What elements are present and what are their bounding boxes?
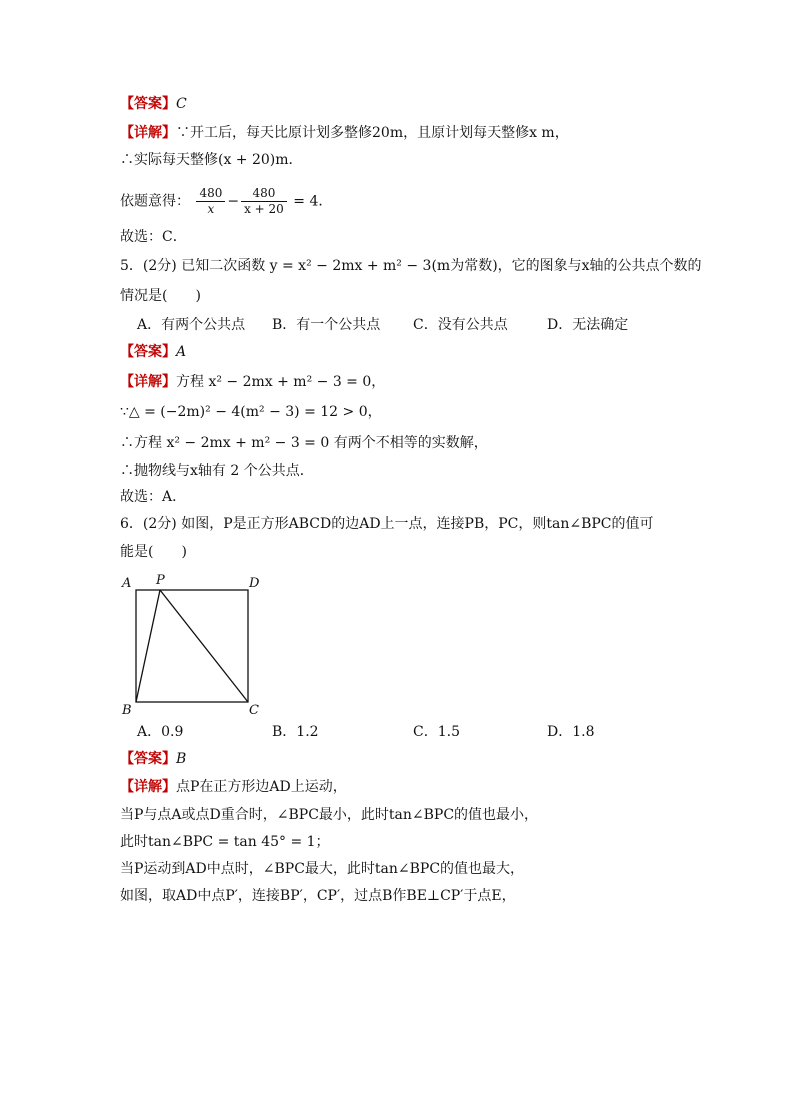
- q5-option-c: C．没有公共点: [413, 317, 508, 333]
- q5-option-d: D．无法确定: [547, 317, 629, 333]
- q6-detail-line-2: 当P与点A或点D重合时，∠BPC最小，此时tan∠BPC的值也最小，: [120, 807, 539, 823]
- q4-conclusion: 故选：C．: [120, 229, 187, 245]
- q5-detail-line-1: 【详解】方程 x² − 2mx + m² − 3 = 0，: [120, 374, 386, 390]
- q4-equation-suffix: = 4．: [293, 193, 333, 210]
- q4-answer-line: [120, 94, 750, 114]
- q5-answer: A: [176, 344, 187, 360]
- q6-detail-1: 点P在正方形边AD上运动，: [176, 779, 347, 795]
- q5-detail-line-3: ∴方程 x² − 2mx + m² − 3 = 0 有两个不相等的实数解，: [120, 435, 488, 451]
- q6-option-d: D．1.8: [547, 724, 595, 740]
- label-a: A: [122, 576, 132, 591]
- square-abcd-figure: [118, 570, 278, 718]
- q6-detail-line-4: 当P运动到AD中点时，∠BPC最大，此时tan∠BPC的值也最大，: [120, 861, 525, 877]
- q5-detail-line-2: ∵△ = (−2m)² − 4(m² − 3) = 12 > 0，: [120, 404, 382, 420]
- fraction-480-over-x: $\frac{480}{x}$: [196, 186, 225, 217]
- q4-equation-prefix: 依题意得：: [120, 193, 190, 210]
- q6-stem-2: 能是( ): [120, 544, 187, 560]
- segment-pc: [160, 590, 248, 702]
- q5-stem-1: 5．(2分) 已知二次函数 y = x² − 2mx + m² − 3(m为常数)，它的图象与x轴的公共点个数的: [120, 258, 702, 274]
- square-abcd: [136, 590, 248, 702]
- answer-tag: 【答案】: [120, 96, 176, 112]
- q6-detail-line-5: 如图，取AD中点P′，连接BP′，CP′，过点B作BE⊥CP′于点E，: [120, 888, 516, 904]
- q4-detail-line-1: [120, 123, 750, 143]
- q4-detail-line-2: ∴实际每天整修(x + 20)m．: [120, 152, 303, 168]
- q6-option-a: A．0.9: [137, 724, 184, 740]
- q6-answer: B: [176, 751, 187, 767]
- q5-answer-line: 【答案】A: [120, 344, 187, 360]
- label-b: B: [122, 703, 132, 718]
- q6-option-c: C．1.5: [413, 724, 460, 740]
- q6-detail-line-1: 【详解】点P在正方形边AD上运动，: [120, 779, 347, 795]
- segment-pb: [136, 590, 160, 702]
- q5-conclusion: 故选：A．: [120, 489, 187, 505]
- q5-option-a: A．有两个公共点: [137, 317, 246, 333]
- q6-option-b: B．1.2: [272, 724, 319, 740]
- q4-answer: C: [176, 96, 187, 112]
- q5-detail-1: 方程 x² − 2mx + m² − 3 = 0，: [176, 374, 386, 390]
- q4-equation-line: 依题意得： $\frac{480}{x}$ − $\frac{480}{x + 20}$ = 4．: [120, 186, 333, 216]
- label-c: C: [249, 703, 259, 718]
- q5-detail-line-4: ∴抛物线与x轴有 2 个公共点．: [120, 463, 314, 479]
- q4-detail-1: ∵开工后，每天比原计划多整修20m，且原计划每天整修x m，: [176, 125, 569, 141]
- q5-option-b: B．有一个公共点: [272, 317, 381, 333]
- label-d: D: [249, 576, 260, 591]
- q6-answer-line: 【答案】B: [120, 751, 187, 767]
- q5-stem-2: 情况是( ): [120, 288, 201, 304]
- detail-tag: 【详解】: [120, 125, 176, 141]
- q6-detail-line-3: 此时tan∠BPC = tan 45° = 1；: [120, 834, 330, 850]
- fraction-480-over-x-plus-20: $\frac{480}{x + 20}$: [241, 186, 287, 217]
- q6-stem-1: 6．(2分) 如图，P是正方形ABCD的边AD上一点，连接PB，PC，则tan∠BPC的值可: [120, 516, 654, 532]
- label-p: P: [156, 573, 165, 588]
